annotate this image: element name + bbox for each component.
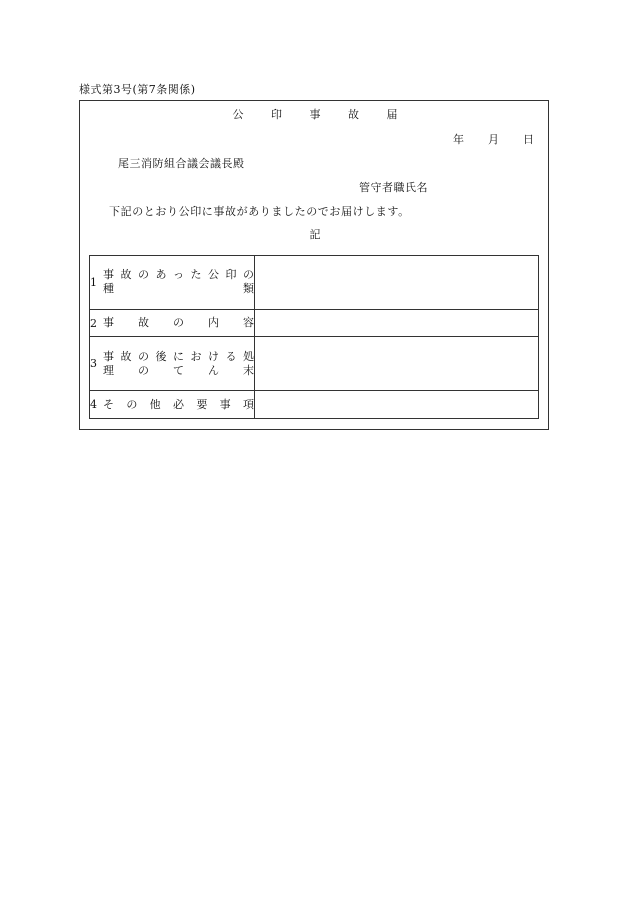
item-value-cell[interactable] <box>255 337 539 391</box>
label-char: 事 <box>103 349 114 363</box>
label-char: っ <box>173 268 184 282</box>
label-char: 故 <box>120 268 132 282</box>
manager-name-label: 管守者職氏名 <box>359 181 428 194</box>
table-row <box>90 309 539 337</box>
item-label-cell <box>90 337 255 391</box>
items-table <box>89 255 539 419</box>
form-title <box>0 106 630 122</box>
table-row <box>90 391 539 419</box>
label-char: の <box>138 268 149 282</box>
label-char: 項 <box>242 397 254 411</box>
item-label-line <box>103 398 254 412</box>
item-number: 3 <box>90 357 97 371</box>
body-text: 下記のとおり公印に事故がありましたのでお届けします。 <box>109 205 410 218</box>
item-label-cell <box>90 309 255 337</box>
table-row <box>90 256 539 310</box>
title-char: 届 <box>386 108 398 121</box>
label-char: 内 <box>208 316 219 330</box>
label-char: 他 <box>149 397 161 411</box>
label-char: に <box>173 349 184 363</box>
label-char: 類 <box>243 282 254 296</box>
label-char: 後 <box>155 349 167 363</box>
item-number: 1 <box>90 275 97 289</box>
label-char: 処 <box>243 349 254 363</box>
item-value-cell[interactable] <box>255 256 539 310</box>
item-value-cell[interactable] <box>255 309 539 337</box>
title-char: 公 <box>232 108 244 121</box>
title-char: 印 <box>271 108 282 121</box>
label-char: の <box>126 397 138 411</box>
title-char: 事 <box>309 108 321 121</box>
label-char: 末 <box>243 363 254 377</box>
label-char: 事 <box>219 397 231 411</box>
label-char: 事 <box>103 316 114 330</box>
item-number: 4 <box>90 398 97 412</box>
label-char: 公 <box>208 268 219 282</box>
date-day-label: 日 <box>523 133 534 146</box>
label-char: 要 <box>196 397 208 411</box>
item-label-cell <box>90 256 255 310</box>
label-char: お <box>190 349 202 363</box>
label-char: の <box>173 316 184 330</box>
item-value-cell[interactable] <box>255 391 539 419</box>
label-char: 事 <box>103 268 114 282</box>
label-char: 容 <box>243 316 254 330</box>
label-char: 種 <box>103 282 114 296</box>
label-char: て <box>173 363 184 377</box>
label-char: 印 <box>225 268 237 282</box>
item-label-cell <box>90 391 255 419</box>
item-label-line <box>103 282 254 296</box>
table-row <box>90 337 539 391</box>
item-label-line <box>103 316 254 330</box>
label-char: け <box>208 349 219 363</box>
label-char: の <box>243 268 254 282</box>
label-char: あ <box>155 268 167 282</box>
label-char: 故 <box>138 316 149 330</box>
item-label-line <box>103 268 254 282</box>
date-year-label: 年 <box>453 133 464 146</box>
addressee: 尾三消防組合議会議長殿 <box>118 157 245 170</box>
label-char: 必 <box>172 397 184 411</box>
label-char: ん <box>208 363 219 377</box>
label-char: の <box>138 349 149 363</box>
label-char: そ <box>103 397 114 411</box>
item-number: 2 <box>90 316 97 330</box>
label-char: 故 <box>120 349 132 363</box>
date-month-label: 月 <box>488 133 499 146</box>
ki-label: 記 <box>309 228 321 241</box>
label-char: る <box>225 349 237 363</box>
label-char: 理 <box>103 363 114 377</box>
item-label-line <box>103 350 254 364</box>
item-label-line <box>103 364 254 378</box>
label-char: た <box>190 268 202 282</box>
form-number-label: 様式第3号(第7条関係) <box>79 83 196 96</box>
label-char: の <box>138 363 149 377</box>
title-char: 故 <box>348 108 359 121</box>
